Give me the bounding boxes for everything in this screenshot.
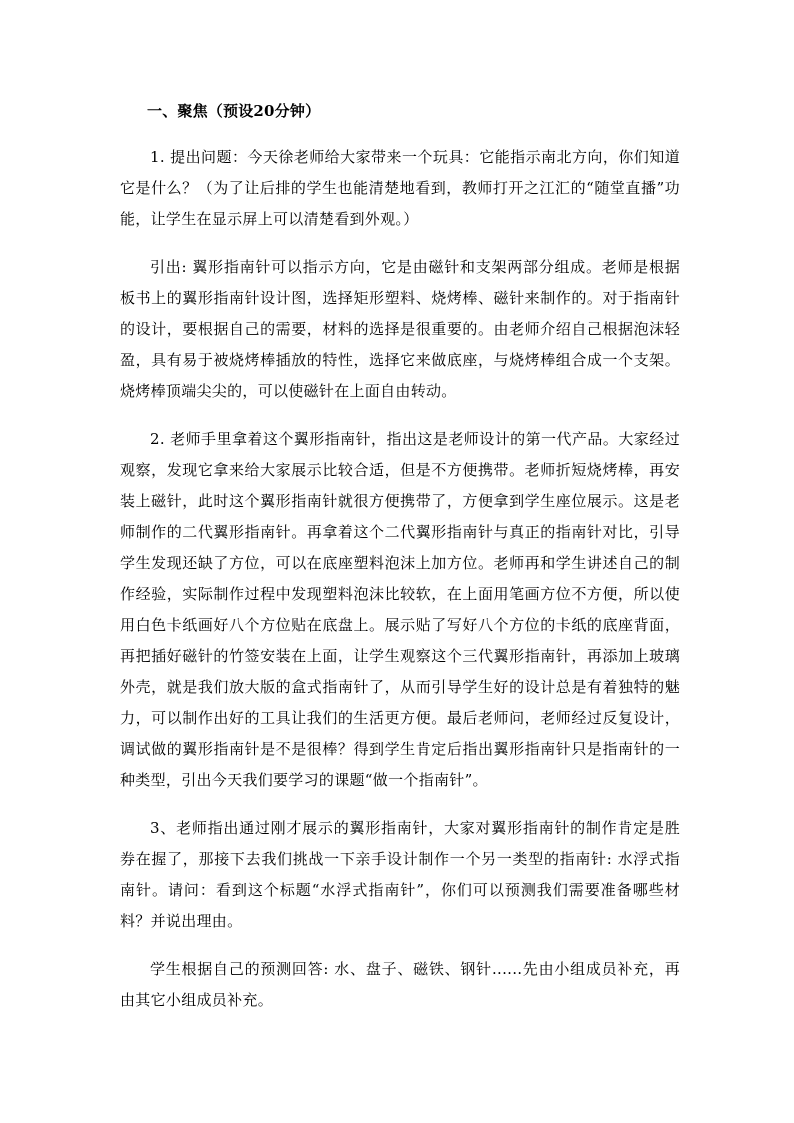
spacer: [120, 407, 680, 424]
spacer: [120, 235, 680, 252]
paragraph-4: 3、老师指出通过刚才展示的翼形指南针，大家对翼形指南针的制作肯定是胜券在握了，那接下去我们挑战一下亲手设计制作一个另一类型的指南针: 水浮式指南针。请问：看到这个标题“水浮式指南针”，你们可以预测我们需要准备哪些材料？并说出理由。: [120, 819, 680, 930]
paragraph-5: 学生根据自己的预测回答: 水、盘子、磁铁、钢针......先由小组成员补充，再由其它小组成员补充。: [120, 960, 680, 1009]
paragraph-2: 引出: 翼形指南针可以指示方向，它是由磁针和支架两部分组成。老师是根据板书上的翼形指南针设计图，选择矩形塑料、烧烤棒、磁针来制作的。对于指南针的设计，要根据自己的需要，材料的选择是很重要的。由老师介绍自己根据泡沫轻盈，具有易于被烧烤棒插放的特性，选择它来做底座，与烧烤棒组合成一个支架。烧烤棒顶端尖尖的，可以使磁针在上面自由转动。: [120, 258, 680, 400]
spacer: [120, 124, 680, 142]
section-heading: 一、聚焦（预设20分钟）: [147, 102, 321, 120]
paragraph-3: 2. 老师手里拿着这个翼形指南针，指出这是老师设计的第一代产品。大家经过观察，发现它拿来给大家展示比较合适，但是不方便携带。老师折短烧烤棒，再安装上磁针，此时这个翼形指南针就很方便携带了，方便拿到学生座位展示。这是老师制作的二代翼形指南针。再拿着这个二代翼形指南针与真正的指南针对比，引导学生发现还缺了方位，可以在底座塑料泡沫上加方位。老师再和学生讲述自己的制作经验，实际制作过程中发现塑料泡沫比较软，在上面用笔画方位不方便，所以使用白色卡纸画好八个方位贴在底盘上。展示贴了写好八个方位的卡纸的底座背面，再把插好磁针的竹签安装在上面，让学生观察这个三代翼形指南针，再添加上玻璃外壳，就是我们放大版的盒式指南针了，从而引导学生好的设计总是有着独特的魅力，可以制作出好的工具让我们的生活更方便。最后老师问，老师经过反复设计，调试做的翼形指南针是不是很棒？得到学生肯定后指出翼形指南针只是指南针的一种类型，引出今天我们要学习的课题“做一个指南针”。: [120, 430, 680, 789]
document-body: [120, 98, 680, 1016]
spacer: [120, 937, 680, 954]
spacer: [120, 796, 680, 813]
paragraph-1: 1. 提出问题：今天徐老师给大家带来一个玩具：它能指示南北方向，你们知道它是什么？（为了让后排的学生也能清楚地看到，教师打开之江汇的“随堂直播”功能，让学生在显示屏上可以清楚看到外观。）: [120, 148, 680, 228]
